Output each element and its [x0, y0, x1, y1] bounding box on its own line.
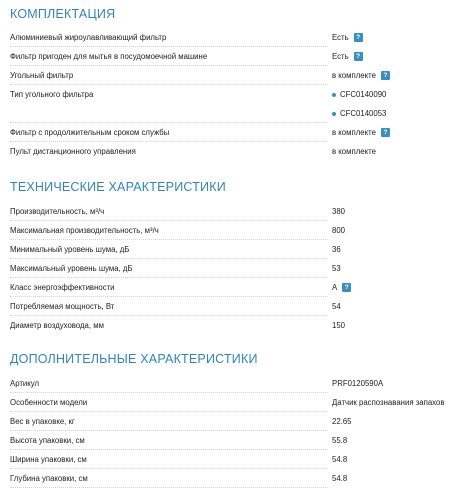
spec-row-continued	[10, 104, 458, 123]
spec-value-container	[332, 123, 390, 142]
spec-label: Пульт дистанционного управления	[10, 147, 136, 156]
bullet-dot-icon	[332, 93, 336, 97]
spec-label: Максимальный уровень шума, дБ	[10, 264, 133, 273]
spec-row	[10, 412, 458, 431]
spec-row	[10, 221, 458, 240]
spec-value: A	[332, 283, 338, 292]
spec-value: PRF0120590A	[332, 379, 384, 388]
spec-label: Максимальная производительность, м³/ч	[10, 226, 159, 235]
spec-value-container	[332, 28, 363, 47]
spec-value: Есть	[332, 33, 349, 42]
help-icon[interactable]: ?	[342, 283, 351, 292]
spec-row	[10, 240, 458, 259]
spec-value-container[interactable]	[332, 104, 386, 123]
spec-value: Датчик распознавания запахов	[332, 398, 445, 407]
spec-label: Тип угольного фильтра	[10, 90, 94, 99]
spec-row	[10, 393, 458, 412]
spec-value: 800	[332, 226, 346, 235]
spec-row	[10, 28, 458, 47]
spec-label: Минимальный уровень шума, дБ	[10, 245, 130, 254]
spec-row	[10, 66, 458, 85]
spec-row	[10, 374, 458, 393]
spec-value-container	[332, 278, 351, 297]
spec-label: Угольный фильтр	[10, 71, 74, 80]
spec-value: в комплекте	[332, 128, 376, 137]
spec-row	[10, 202, 458, 221]
spec-value-link[interactable]: CFC0140053	[340, 109, 387, 118]
spec-value-link[interactable]: CFC0140090	[340, 90, 387, 99]
spec-label: Глубина упаковки, см	[10, 474, 88, 483]
spec-label: Алюминиевый жироулавливающий фильтр	[10, 33, 167, 42]
spec-label: Потребляемая мощность, Вт	[10, 302, 115, 311]
spec-row	[10, 316, 458, 335]
section-title-technical: ТЕХНИЧЕСКИЕ ХАРАКТЕРИСТИКИ	[10, 180, 226, 194]
spec-label: Фильтр пригоден для мытья в посудомоечной машине	[10, 52, 208, 61]
spec-value: 55.8	[332, 436, 348, 445]
spec-label: Высота упаковки, см	[10, 436, 85, 445]
spec-label: Вес в упаковке, кг	[10, 417, 75, 426]
row-divider	[10, 487, 328, 488]
bullet-dot-icon	[332, 112, 336, 116]
section-title-additional: ДОПОЛНИТЕЛЬНЫЕ ХАРАКТЕРИСТИКИ	[10, 352, 258, 366]
spec-row	[10, 47, 458, 66]
spec-value-container	[332, 142, 376, 161]
spec-row	[10, 259, 458, 278]
spec-value: 54.8	[332, 455, 348, 464]
section-title-equipment: КОМПЛЕКТАЦИЯ	[10, 7, 116, 21]
spec-label: Фильтр с продолжительным сроком службы	[10, 128, 170, 137]
help-icon[interactable]: ?	[381, 128, 390, 137]
spec-value: 53	[332, 264, 341, 273]
spec-label: Диаметр воздуховода, мм	[10, 321, 104, 330]
spec-label: Ширина упаковки, см	[10, 455, 87, 464]
spec-value-container	[332, 66, 390, 85]
spec-row	[10, 297, 458, 316]
spec-row	[10, 469, 458, 488]
help-icon[interactable]: ?	[354, 52, 363, 61]
spec-value-container[interactable]	[332, 85, 386, 104]
spec-value-container	[332, 47, 363, 66]
spec-value: Есть	[332, 52, 349, 61]
spec-value: в комплекте	[332, 71, 376, 80]
spec-row	[10, 278, 458, 297]
spec-value: 36	[332, 245, 341, 254]
spec-row	[10, 142, 458, 161]
help-icon[interactable]: ?	[354, 33, 363, 42]
spec-label: Особенности модели	[10, 398, 88, 407]
spec-value: в комплекте	[332, 147, 376, 156]
spec-label: Класс энергоэффективности	[10, 283, 115, 292]
spec-value: 54.8	[332, 474, 348, 483]
spec-label: Артикул	[10, 379, 40, 388]
spec-row	[10, 85, 458, 104]
spec-value: 380	[332, 207, 346, 216]
spec-value: 22.65	[332, 417, 352, 426]
spec-row	[10, 431, 458, 450]
spec-value: 54	[332, 302, 341, 311]
spec-value: 150	[332, 321, 346, 330]
spec-row	[10, 450, 458, 469]
spec-row	[10, 123, 458, 142]
help-icon[interactable]: ?	[381, 71, 390, 80]
spec-label: Производительность, м³/ч	[10, 207, 105, 216]
